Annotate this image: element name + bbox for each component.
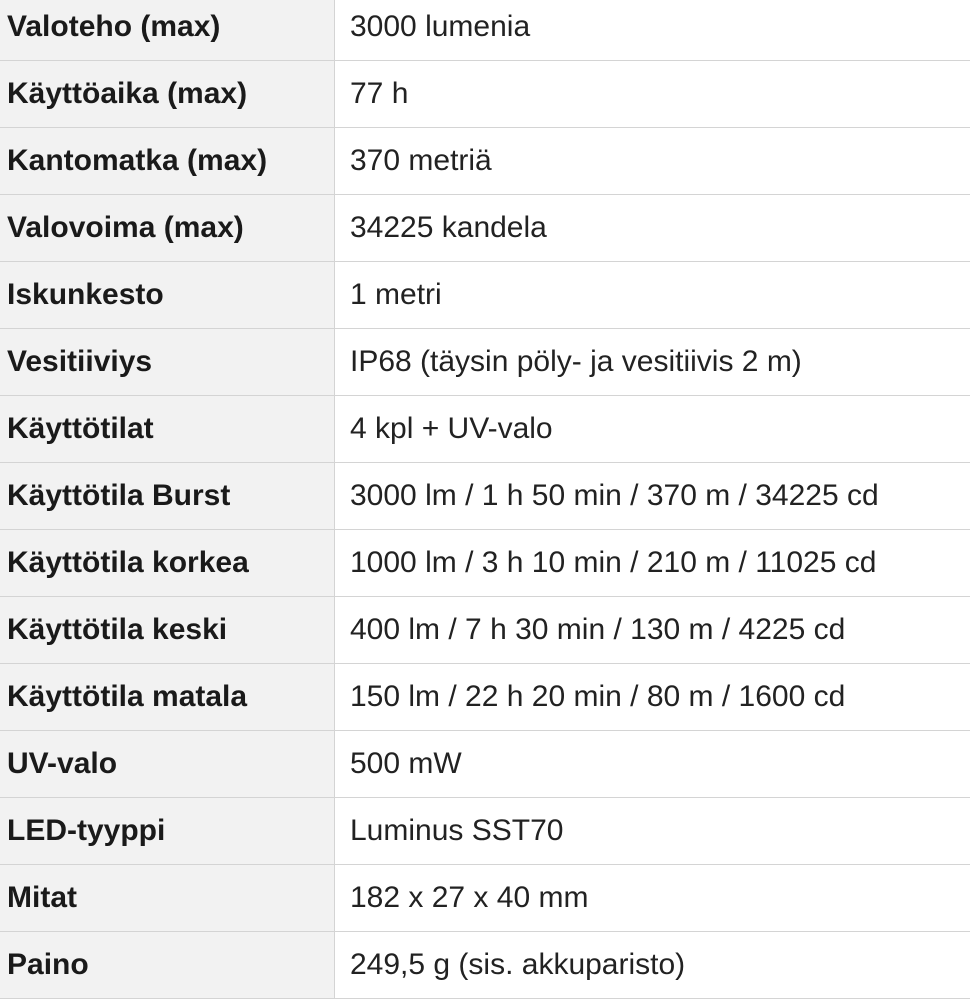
spec-label: Käyttötila Burst	[0, 463, 335, 530]
spec-label: Käyttötila matala	[0, 664, 335, 731]
spec-value: 370 metriä	[335, 128, 970, 195]
table-row	[0, 0, 970, 61]
spec-label: Iskunkesto	[0, 262, 335, 329]
table-row	[0, 396, 970, 463]
spec-label: Vesitiiviys	[0, 329, 335, 396]
spec-label: Paino	[0, 932, 335, 999]
spec-value: 400 lm / 7 h 30 min / 130 m / 4225 cd	[335, 597, 970, 664]
spec-label: Valoteho (max)	[0, 0, 335, 61]
spec-value: 150 lm / 22 h 20 min / 80 m / 1600 cd	[335, 664, 970, 731]
spec-value: 1 metri	[335, 262, 970, 329]
spec-value: 500 mW	[335, 731, 970, 798]
spec-label: Valovoima (max)	[0, 195, 335, 262]
table-row	[0, 329, 970, 396]
spec-label: Käyttötila korkea	[0, 530, 335, 597]
spec-value: IP68 (täysin pöly- ja vesitiivis 2 m)	[335, 329, 970, 396]
table-row	[0, 597, 970, 664]
table-row	[0, 463, 970, 530]
spec-value: 3000 lm / 1 h 50 min / 370 m / 34225 cd	[335, 463, 970, 530]
table-row	[0, 61, 970, 128]
spec-value: 3000 lumenia	[335, 0, 970, 61]
table-row	[0, 865, 970, 932]
table-row	[0, 128, 970, 195]
spec-label: Kantomatka (max)	[0, 128, 335, 195]
spec-value: 4 kpl + UV-valo	[335, 396, 970, 463]
table-row	[0, 731, 970, 798]
spec-label: Käyttöaika (max)	[0, 61, 335, 128]
spec-value: 249,5 g (sis. akkuparisto)	[335, 932, 970, 999]
spec-label: Käyttötilat	[0, 396, 335, 463]
spec-label: Käyttötila keski	[0, 597, 335, 664]
table-row	[0, 664, 970, 731]
spec-value: 182 x 27 x 40 mm	[335, 865, 970, 932]
table-row	[0, 530, 970, 597]
table-row	[0, 195, 970, 262]
spec-label: Mitat	[0, 865, 335, 932]
spec-label: UV-valo	[0, 731, 335, 798]
spec-label: LED-tyyppi	[0, 798, 335, 865]
table-row	[0, 262, 970, 329]
spec-value: 1000 lm / 3 h 10 min / 210 m / 11025 cd	[335, 530, 970, 597]
spec-value: 34225 kandela	[335, 195, 970, 262]
table-row	[0, 932, 970, 999]
table-row	[0, 798, 970, 865]
spec-value: 77 h	[335, 61, 970, 128]
spec-value: Luminus SST70	[335, 798, 970, 865]
